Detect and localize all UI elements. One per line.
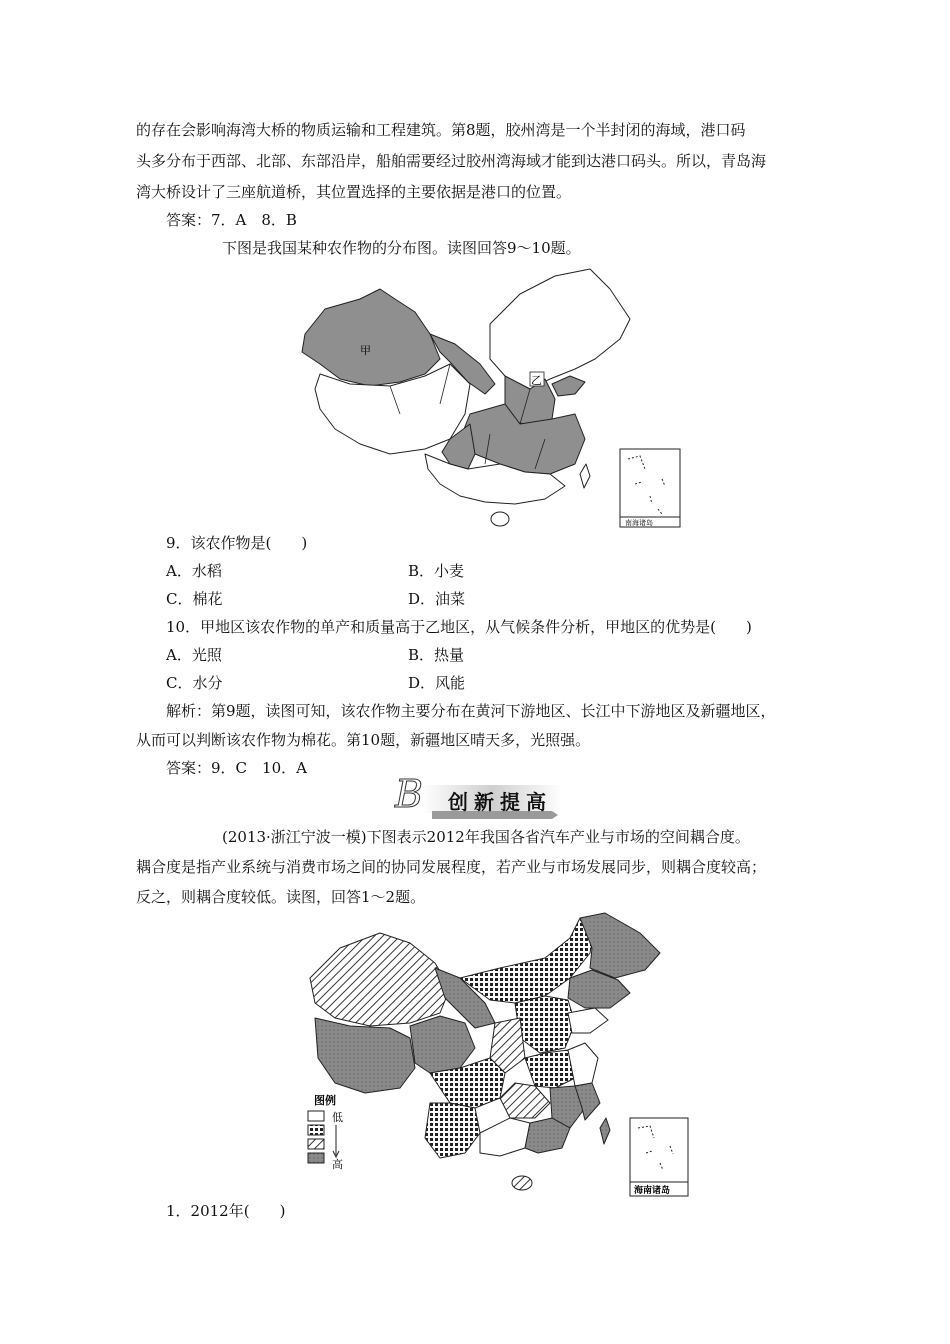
q9-option-a: A．水稻 [166, 562, 222, 580]
section-letter: B [395, 772, 423, 816]
heilongjiang-province [580, 913, 660, 978]
hainan-island [491, 512, 509, 526]
legend-swatch-4 [308, 1153, 324, 1163]
crop-distribution-map [290, 264, 700, 532]
map1-inset-label: 南海诸岛 [625, 519, 653, 527]
xinjiang-province [310, 933, 450, 1026]
xinjiang-region [302, 289, 440, 386]
legend-swatch-1 [308, 1111, 324, 1121]
q10-option-c: C．水分 [166, 674, 223, 692]
analysis-line-2: 从而可以判断该农作物为棉花。第10题，新疆地区晴天多，光照强。 [136, 731, 591, 749]
taiwan-province [600, 1118, 610, 1144]
northeast-region [490, 269, 630, 389]
q10-option-d: D．风能 [408, 674, 466, 692]
intro-line-3: 湾大桥设计了三座航道桥，其位置选择的主要依据是港口的位置。 [136, 183, 572, 201]
q1-stem: 1．2012年( ) [166, 1202, 286, 1220]
q10-option-b: B．热量 [408, 646, 465, 664]
q10-stem: 10．甲地区该农作物的单产和质量高于乙地区，从气候条件分析，甲地区的优势是( ) [166, 618, 752, 636]
south-china-sea-inset-2 [630, 1118, 688, 1196]
intro-line-2: 头多分布于西部、北部、东部沿岸，船舶需要经过胶州湾海域才能到达港口码头。所以，青岛海 [136, 152, 767, 170]
section-title: 创新提高 [448, 790, 552, 814]
central-province [525, 1050, 575, 1088]
hainan-province [512, 1176, 532, 1190]
north-china-province [515, 996, 575, 1053]
map2-inset-label: 海南诸岛 [634, 1186, 671, 1196]
analysis-line-1: 解析：第9题，读图可知，该农作物主要分布在黄河下游地区、长江中下游地区及新疆地区， [166, 702, 776, 720]
shandong-province [568, 1008, 608, 1033]
taiwan-island [580, 464, 590, 488]
q9-option-c: C．棉花 [166, 590, 223, 608]
coupling-degree-map [300, 908, 700, 1198]
q9-stem: 9．该农作物是( ) [166, 534, 308, 552]
legend-swatch-2 [308, 1125, 324, 1135]
legend-title: 图例 [314, 1094, 336, 1107]
guangxi-province [480, 1118, 530, 1156]
answer-7-8: 答案：7．A 8．B [166, 211, 297, 229]
q9-option-d: D．油菜 [408, 590, 466, 608]
shandong-region [552, 376, 585, 396]
section-line-3: 反之，则耦合度较低。读图，回答1～2题。 [136, 888, 426, 906]
section-line-2: 耦合度是指产业系统与消费市场之间的协同发展程度，若产业与市场发展同步，则耦合度较高； [136, 858, 767, 876]
q10-option-a: A．光照 [166, 646, 222, 664]
answer-9-10: 答案：9．C 10．A [166, 759, 307, 777]
chongqing-hunan-province [500, 1083, 550, 1118]
map1-caption: 下图是我国某种农作物的分布图。读图回答9～10题。 [222, 239, 581, 257]
legend [308, 1093, 343, 1171]
intro-line-1: 的存在会影响海湾大桥的物质运输和工程建筑。第8题，胶州湾是一个半封闭的海域，港口码 [136, 121, 746, 139]
tibet-province [315, 1018, 415, 1093]
legend-swatch-3 [308, 1139, 324, 1149]
legend-low: 低 [332, 1111, 343, 1124]
south-china-sea-inset [620, 449, 680, 527]
label-yi: 乙 [531, 374, 542, 387]
legend-high: 高 [332, 1158, 343, 1171]
yunnan-province [425, 1103, 480, 1158]
section-line-1: (2013·浙江宁波一模)下图表示2012年我国各省汽车产业与市场的空间耦合度。 [222, 828, 750, 846]
label-jia: 甲 [360, 344, 371, 357]
qinghai-province [410, 1016, 475, 1073]
q9-option-b: B．小麦 [408, 562, 465, 580]
